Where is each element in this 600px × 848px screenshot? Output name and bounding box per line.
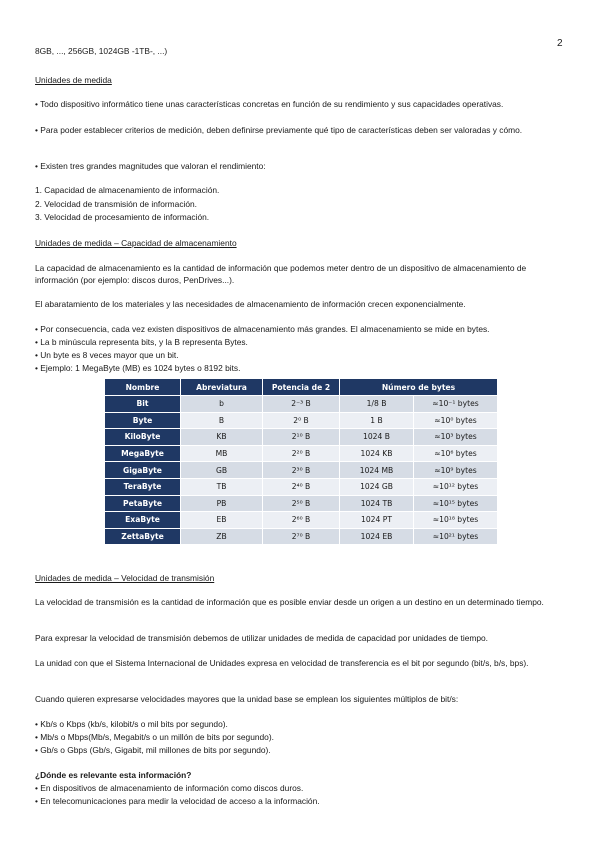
table-cell: 1024 B [340, 429, 414, 446]
list-item: • Kb/s o Kbps (kb/s, kilobit/s o mil bits por segundo). [35, 719, 228, 729]
table-row [105, 429, 498, 446]
table-cell: B [181, 412, 263, 429]
table-cell: 1024 MB [340, 462, 414, 479]
table-cell: GigaByte [105, 462, 181, 479]
column-header: Potencia de 2 [263, 379, 340, 396]
table-row [105, 445, 498, 462]
table-cell: Byte [105, 412, 181, 429]
paragraph: • Para poder establecer criterios de medición, deben definirse previamente qué tipo de características deben ser valoradas y cómo. [35, 125, 523, 135]
section-heading: ¿Dónde es relevante esta información? [35, 770, 192, 780]
table-cell: EB [181, 512, 263, 529]
table-row [105, 396, 498, 413]
table-cell: ExaByte [105, 512, 181, 529]
table-cell: 1024 EB [340, 528, 414, 545]
list-item: • En dispositivos de almacenamiento de información como discos duros. [35, 783, 304, 793]
table-cell: ≈10⁰ bytes [414, 412, 498, 429]
paragraph: La unidad con que el Sistema Internacional de Unidades expresa en velocidad de transferencia es el bit por segundo (bit/s, b/s, bps). [35, 658, 529, 668]
table-cell: TB [181, 478, 263, 495]
column-header: Nombre [105, 379, 181, 396]
table-cell: 2⁰ B [263, 412, 340, 429]
table-cell: 2⁻³ B [263, 396, 340, 413]
table-cell: 1024 GB [340, 478, 414, 495]
table-cell: ≈10¹⁸ bytes [414, 512, 498, 529]
table-cell: ≈10³ bytes [414, 429, 498, 446]
list-item: • Mb/s o Mbps(Mb/s, Megabit/s o un millón de bits por segundo). [35, 732, 274, 742]
table-cell: KiloByte [105, 429, 181, 446]
table-cell: ≈10¹⁵ bytes [414, 495, 498, 512]
table-cell: ≈10²¹ bytes [414, 528, 498, 545]
storage-units-table [104, 378, 498, 545]
table-row [105, 462, 498, 479]
list-item: • Por consecuencia, cada vez existen dispositivos de almacenamiento más grandes. El almacenamiento se mide en bytes. [35, 324, 490, 334]
list-item: 3. Velocidad de procesamiento de información. [35, 212, 210, 222]
list-item: • Un byte es 8 veces mayor que un bit. [35, 350, 179, 360]
page-number: 2 [557, 38, 563, 49]
list-item: • Ejemplo: 1 MegaByte (MB) es 1024 bytes o 8192 bits. [35, 363, 241, 373]
paragraph: La velocidad de transmisión es la cantidad de información que es posible enviar desde un origen a un destino en un determinado tiempo. [35, 597, 544, 607]
table-cell: 1024 TB [340, 495, 414, 512]
table-cell: ≈10⁹ bytes [414, 462, 498, 479]
list-item: • Gb/s o Gbps (Gb/s, Gigabit, mil millones de bits por segundo). [35, 745, 271, 755]
table-cell: ≈10¹² bytes [414, 478, 498, 495]
table-row [105, 495, 498, 512]
table-cell: 2⁵⁰ B [263, 495, 340, 512]
table-cell: PetaByte [105, 495, 181, 512]
list-item: • La b minúscula representa bits, y la B representa Bytes. [35, 337, 248, 347]
table-cell: 1 B [340, 412, 414, 429]
table-row [105, 478, 498, 495]
table-cell: 1024 KB [340, 445, 414, 462]
table-row [105, 528, 498, 545]
table-cell: ZettaByte [105, 528, 181, 545]
table-cell: 2³⁰ B [263, 462, 340, 479]
list-item: • En telecomunicaciones para medir la velocidad de acceso a la información. [35, 796, 320, 806]
paragraph: Para expresar la velocidad de transmisión debemos de utilizar unidades de medida de capacidad por unidades de tiempo. [35, 633, 488, 643]
table-cell: KB [181, 429, 263, 446]
intro-line: 8GB, ..., 256GB, 1024GB -1TB-, ...) [35, 46, 168, 56]
column-header: Número de bytes [340, 379, 498, 396]
table-cell: ≈10⁻¹ bytes [414, 396, 498, 413]
section-heading: Unidades de medida – Velocidad de transmisión [35, 573, 215, 583]
column-header: Abreviatura [181, 379, 263, 396]
table-cell: MB [181, 445, 263, 462]
table-cell: 2⁷⁰ B [263, 528, 340, 545]
table-cell: 2⁶⁰ B [263, 512, 340, 529]
table-cell: MegaByte [105, 445, 181, 462]
paragraph: La capacidad de almacenamiento es la cantidad de información que podemos meter dentro de un dispositivo de almacenamiento de información (por ejemplo: discos duros, PenDrives...). [35, 263, 527, 285]
table-cell: TeraByte [105, 478, 181, 495]
paragraph: • Todo dispositivo informático tiene unas características concretas en función de su rendimiento y sus capacidades operativas. [35, 99, 504, 109]
list-item: 2. Velocidad de transmisión de información. [35, 199, 198, 209]
section-heading: Unidades de medida [35, 75, 112, 85]
paragraph: Cuando quieren expresarse velocidades mayores que la unidad base se emplean los siguientes múltiplos de bit/s: [35, 694, 459, 704]
list-item: 1. Capacidad de almacenamiento de información. [35, 185, 220, 195]
table-cell: b [181, 396, 263, 413]
table-cell: GB [181, 462, 263, 479]
paragraph: El abaratamiento de los materiales y las necesidades de almacenamiento de información crecen exponencialmente. [35, 299, 466, 309]
table-cell: 2²⁰ B [263, 445, 340, 462]
table-cell: 1024 PT [340, 512, 414, 529]
table-cell: 2¹⁰ B [263, 429, 340, 446]
table-cell: ZB [181, 528, 263, 545]
paragraph: • Existen tres grandes magnitudes que valoran el rendimiento: [35, 161, 266, 171]
section-heading: Unidades de medida – Capacidad de almacenamiento [35, 238, 237, 248]
table-cell: 2⁴⁰ B [263, 478, 340, 495]
table-header-row [105, 379, 498, 396]
table-cell: ≈10⁶ bytes [414, 445, 498, 462]
table-cell: Bit [105, 396, 181, 413]
table-row [105, 412, 498, 429]
table-row [105, 512, 498, 529]
table-cell: 1/8 B [340, 396, 414, 413]
table-cell: PB [181, 495, 263, 512]
